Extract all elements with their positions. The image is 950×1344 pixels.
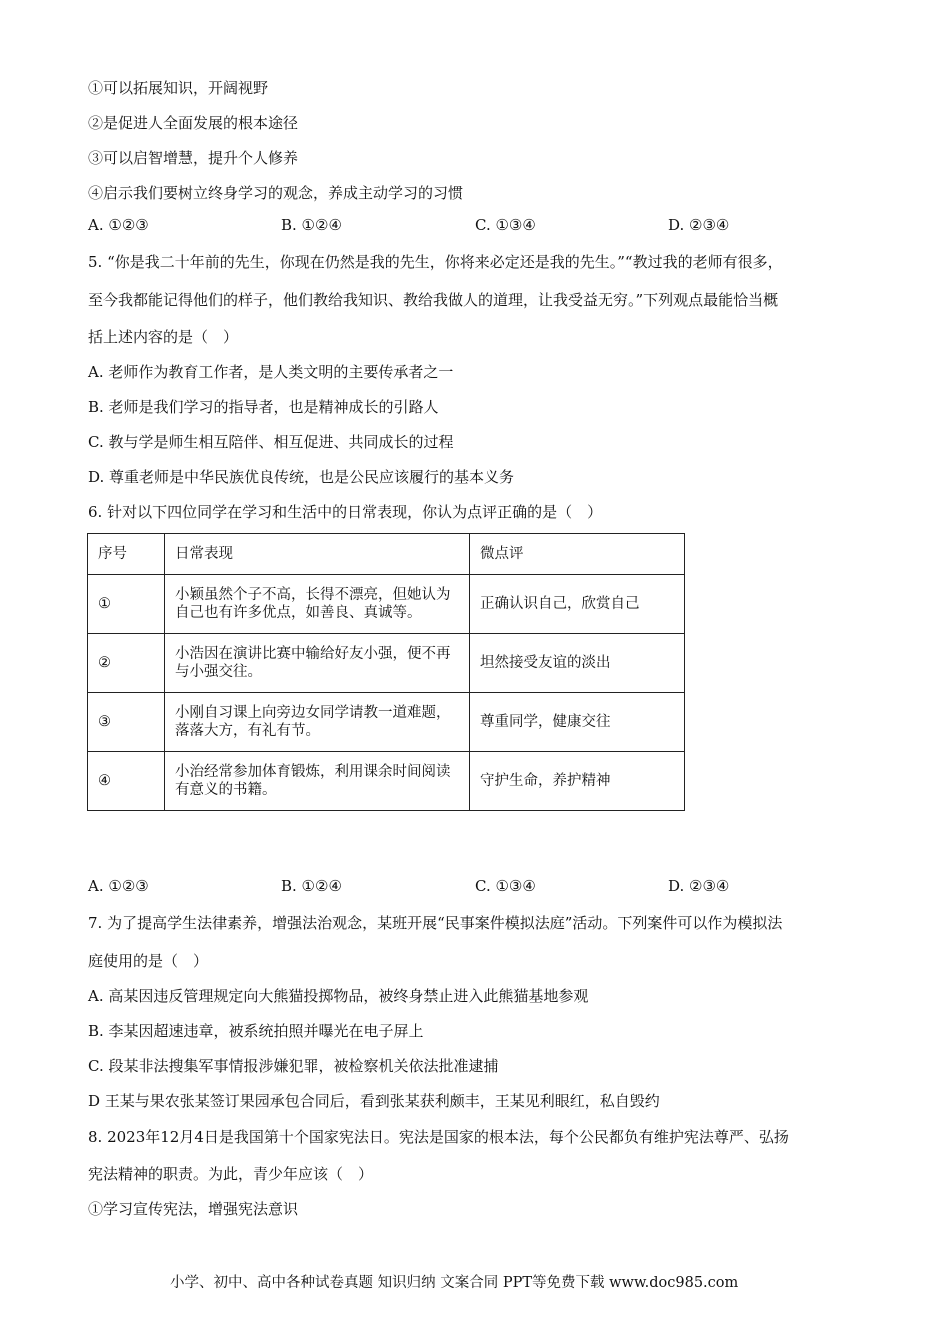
q7-option-c: C. 段某非法搜集军事情报涉嫌犯罪，被检察机关依法批准逮捕 [88,1057,499,1075]
q5-option-a: A. 老师作为教育工作者，是人类文明的主要传承者之一 [88,363,454,381]
table-row [88,693,685,752]
q6-stem: 6. 针对以下四位同学在学习和生活中的日常表现，你认为点评正确的是（ ） [88,503,603,521]
row-no: ④ [88,752,165,811]
row-comment: 尊重同学，健康交往 [470,693,685,752]
q6-option-b: B. ①②④ [281,877,342,895]
q4-item-1: ①可以拓展知识，开阔视野 [88,79,269,97]
q5-option-b: B. 老师是我们学习的指导者，也是精神成长的引路人 [88,398,439,416]
table-row [88,575,685,634]
row-behavior: 小颖虽然个子不高，长得不漂亮，但她认为自己也有许多优点，如善良、真诚等。 [165,575,470,634]
q5-option-c: C. 教与学是师生相互陪伴、相互促进、共同成长的过程 [88,433,454,451]
row-no: ② [88,634,165,693]
q5-stem-line-2: 至今我都能记得他们的样子，他们教给我知识、教给我做人的道理，让我受益无穷。”下列观点最能恰当概 [88,291,779,309]
row-no: ③ [88,693,165,752]
row-no: ① [88,575,165,634]
table-row [88,752,685,811]
q6-table [87,533,685,811]
q5-stem-line-3: 括上述内容的是（ ） [88,328,239,346]
q6-option-d: D. ②③④ [668,877,730,895]
q7-stem-line-2: 庭使用的是（ ） [88,952,209,970]
q7-option-a: A. 高某因违反管理规定向大熊猫投掷物品，被终身禁止进入此熊猫基地参观 [88,987,589,1005]
q4-option-a: A. ①②③ [88,216,149,234]
q8-item-1: ①学习宣传宪法，增强宪法意识 [88,1200,299,1218]
q4-option-d: D. ②③④ [668,216,730,234]
table-row [88,634,685,693]
row-comment: 守护生命，养护精神 [470,752,685,811]
row-comment: 坦然接受友谊的淡出 [470,634,685,693]
q5-option-d: D. 尊重老师是中华民族优良传统，也是公民应该履行的基本义务 [88,468,515,486]
header-no: 序号 [88,534,165,575]
row-behavior: 小刚自习课上向旁边女同学请教一道难题，落落大方，有礼有节。 [165,693,470,752]
q7-stem-line-1: 7. 为了提高学生法律素养，增强法治观念，某班开展“民事案件模拟法庭”活动。下列案件可以作为模拟法 [88,914,783,932]
q4-option-c: C. ①③④ [475,216,536,234]
q4-item-4: ④启示我们要树立终身学习的观念，养成主动学习的习惯 [88,184,464,202]
q5-stem-line-1: 5. “你是我二十年前的先生，你现在仍然是我的先生，你将来必定还是我的先生。”“教过我的老师有很多， [88,253,783,271]
q6-option-a: A. ①②③ [88,877,149,895]
header-behavior: 日常表现 [165,534,470,575]
q4-option-b: B. ①②④ [281,216,342,234]
q8-stem-line-2: 宪法精神的职责。为此，青少年应该（ ） [88,1165,374,1183]
q4-item-3: ③可以启智增慧，提升个人修养 [88,149,299,167]
row-comment: 正确认识自己，欣赏自己 [470,575,685,634]
page-footer: 小学、初中、高中各种试卷真题 知识归纳 文案合同 PPT等免费下载 www.doc985.com [170,1275,739,1291]
q7-option-d: D 王某与果农张某签订果园承包合同后，看到张某获利颇丰，王某见利眼红，私自毁约 [88,1092,660,1110]
q8-stem-line-1: 8. 2023年12月4日是我国第十个国家宪法日。宪法是国家的根本法，每个公民都负有维护宪法尊严、弘扬 [88,1128,789,1146]
header-comment: 微点评 [470,534,685,575]
q7-option-b: B. 李某因超速违章，被系统拍照并曝光在电子屏上 [88,1022,424,1040]
q6-option-c: C. ①③④ [475,877,536,895]
row-behavior: 小治经常参加体育锻炼，利用课余时间阅读有意义的书籍。 [165,752,470,811]
q4-item-2: ②是促进人全面发展的根本途径 [88,114,299,132]
row-behavior: 小浩因在演讲比赛中输给好友小强，便不再与小强交往。 [165,634,470,693]
table-header-row [88,534,685,575]
